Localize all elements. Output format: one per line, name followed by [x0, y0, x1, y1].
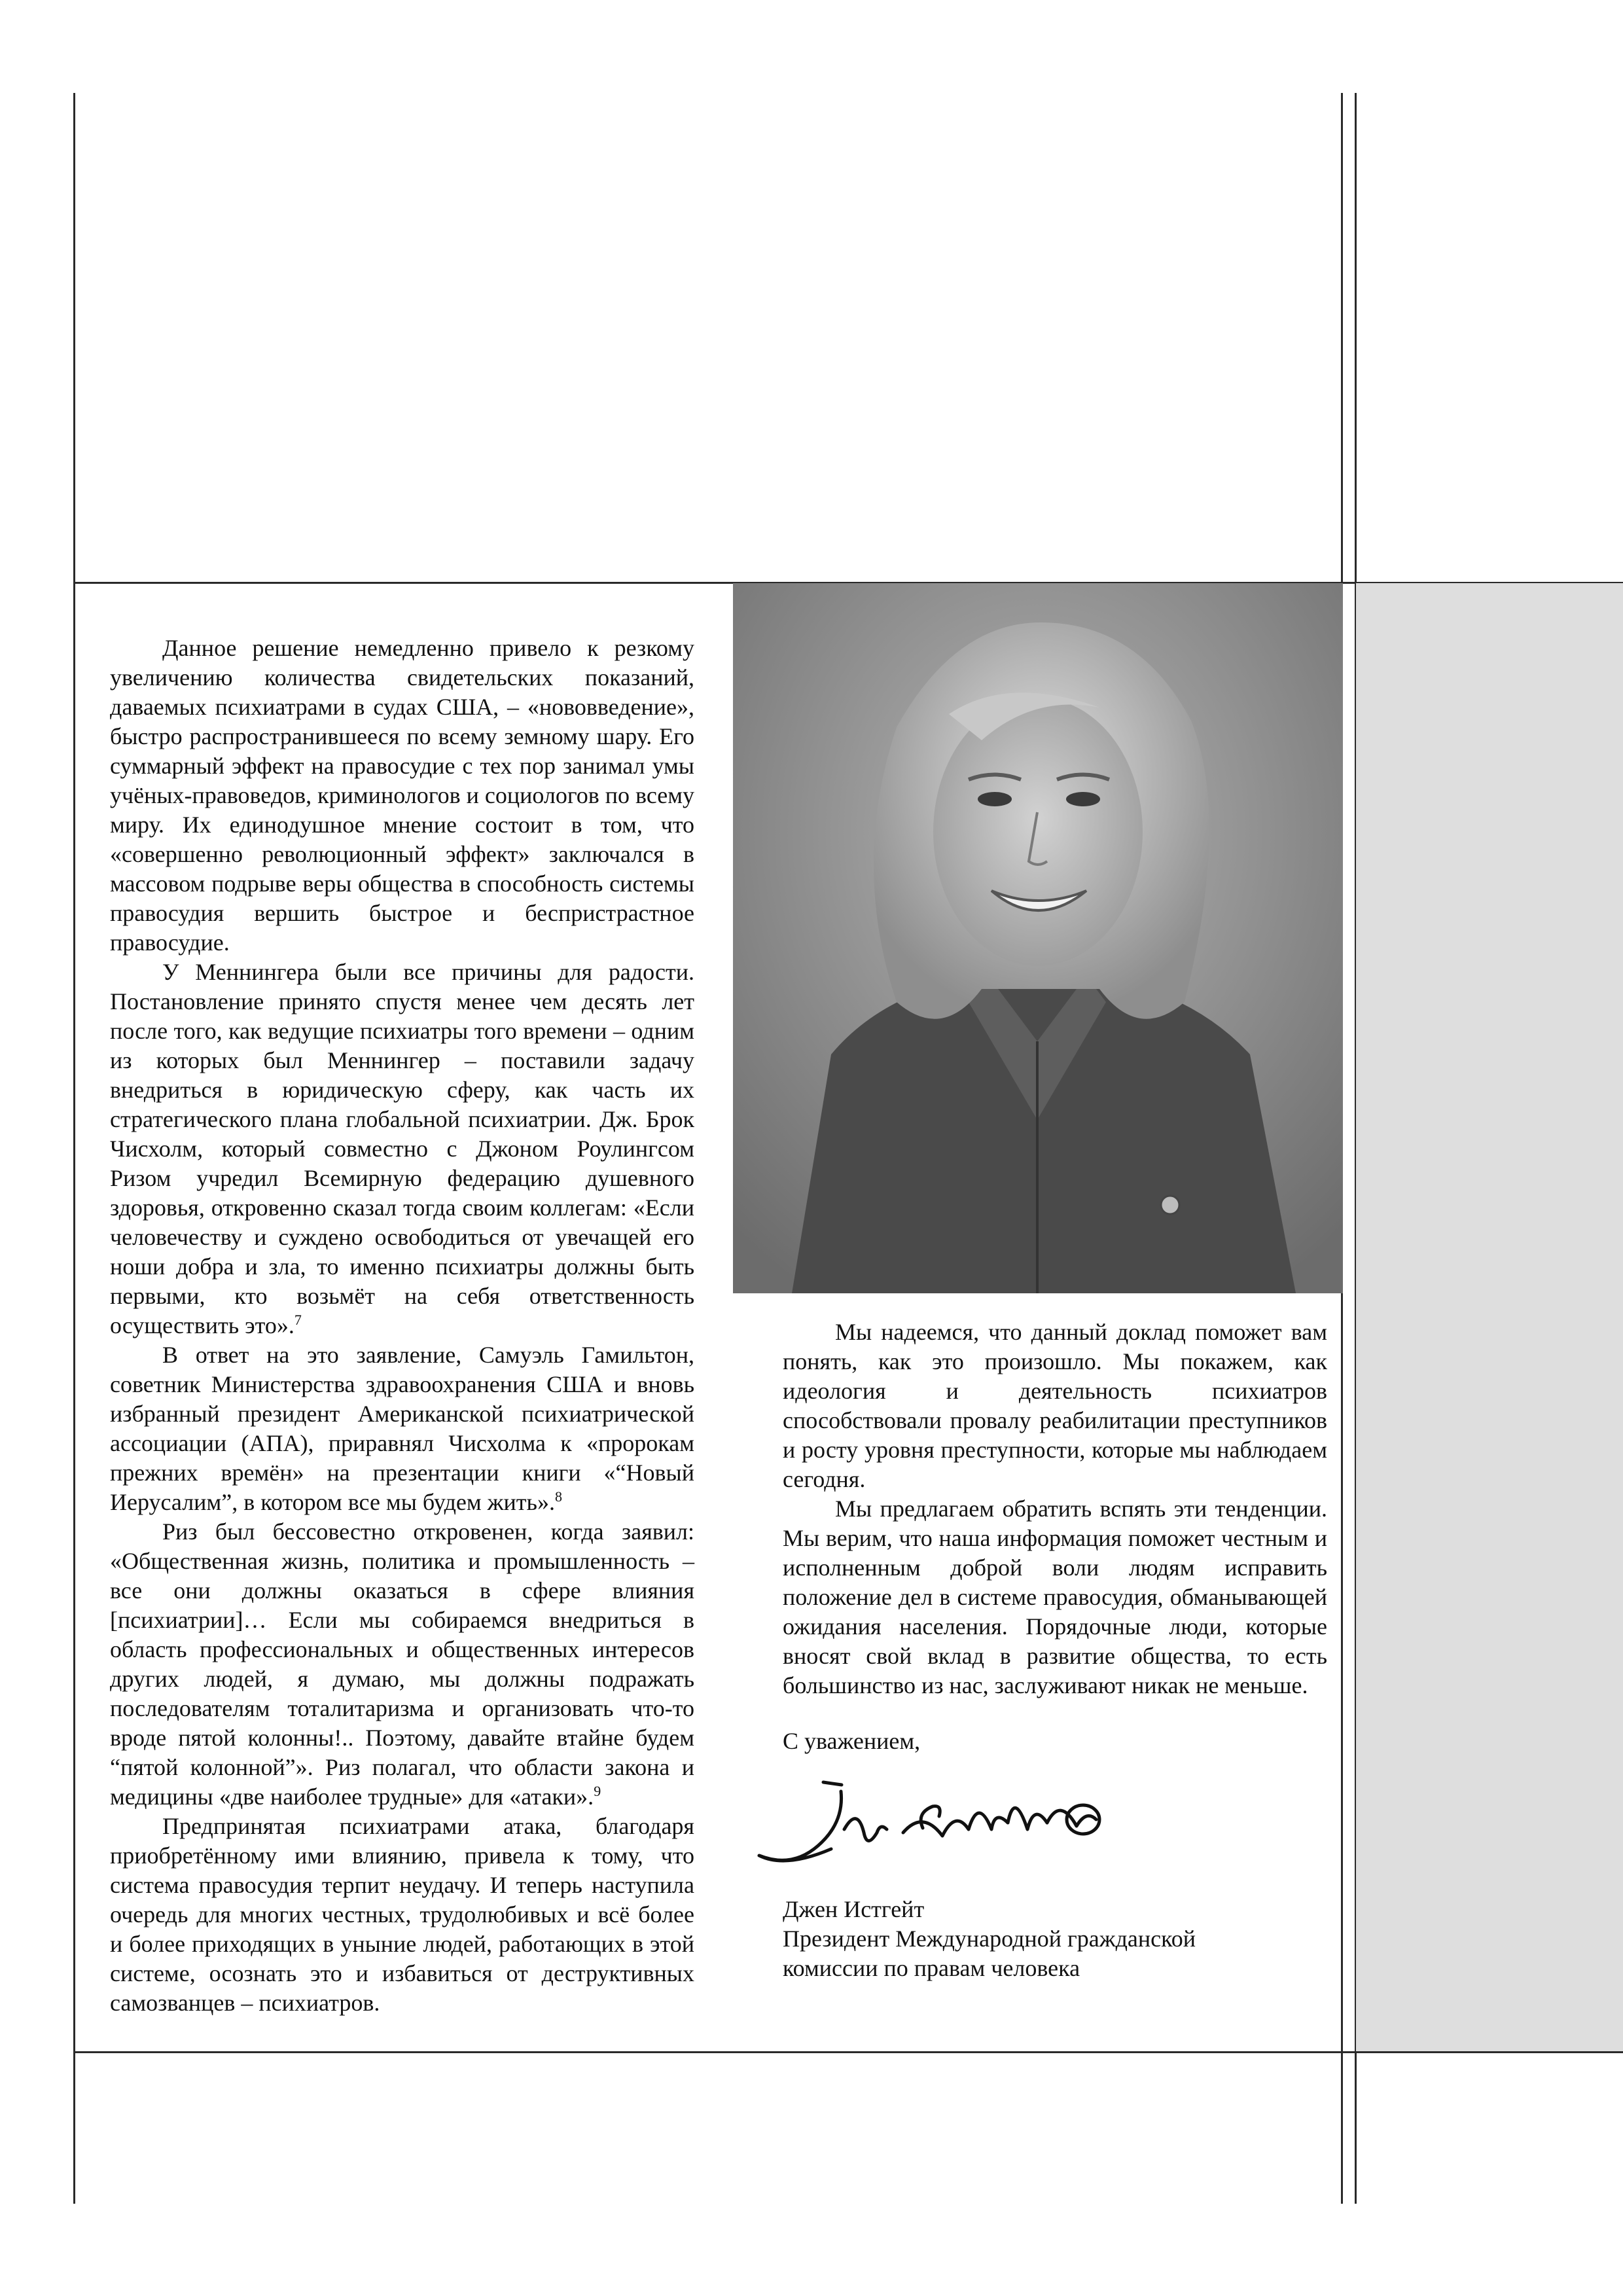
main-paragraph: У Меннингера были все причины для радости. Постановление принято спустя менее чем десять лет после того, как ведущие психиатры того времени – одним из которых был Меннингер – поставили задачу внедриться в юридическую сферу, как часть их стратегического плана глобальной психиатрии. Дж. Брок Чисхолм, который совместно с Джоном Роулингсом Ризом учредил Всемирную федерацию душевного здоровья, откровенно сказал тогда своим коллегам: «Если человечеству и суждено освободиться от увечащей его ноши добра и зла, то именно психиатры должны быть первыми, кто возьмёт на себя ответственность осуществить это».$^7$ — [110, 959, 694, 1338]
main-paragraph: Предпринятая психиатрами атака, благодаря приобретённому ими влиянию, привела к тому, что система правосудия терпит неудачу. И теперь наступила очередь для многих честных, трудолюбивых и всё более и более приходящих в уныние людей, работающих в этой системе, осознать это и избавиться от деструктивных самозванцев – психиатров. — [110, 1813, 694, 2016]
side-paragraph: Мы предлагаем обратить вспять эти тенденции. Мы верим, что наша информация поможет честным и исполненным доброй воли людям исправить положение дел в системе правосудия, обманывающей ожидания населения. Порядочные люди, которые вносят свой вклад в развитие общества, то есть большинство из нас, заслуживают никак не меньше. — [783, 1496, 1327, 1698]
sidebar-gray-panel — [1356, 583, 1623, 2051]
main-paragraph: Риз был бессовестно откровенен, когда заявил: «Общественная жизнь, политика и промышленность – все они должны оказаться в сфере влияния [психиатрии]… Если мы собираемся внедриться в область профессиональных и общественных интересов других людей, я думаю, мы должны подражать последователям тоталитаризма и организовать что-то вроде пятой колонны!.. Поэтому, давайте втайне будем “пятой колонной”». Риз полагал, что области закона и медицины «две наиболее трудные» для «атаки».$^9$ — [110, 1518, 694, 1810]
portrait-photo — [733, 583, 1343, 1293]
main-paragraph: Данное решение немедленно привело к резкому увеличению количества свидетельских показаний, даваемых психиатрами в судах США, – «нововведение», быстро распространившееся по всему земному шару. Его суммарный эффект на правосудие с тех пор занимал умы учёных-правоведов, криминологов и социологов по всему миру. Их единодушное мнение состоит в том, что «совершенно революционный эффект» заключался в массовом подрыве веры общества в способность системы правосудия вершить быстрое и беспристрастное правосудие. — [110, 635, 694, 956]
main-text-column — [110, 634, 694, 2018]
signatory-title-line-1: Президент Международной гражданской — [783, 1926, 1196, 1952]
footnote-marker: 8 — [554, 1488, 562, 1505]
side-text-column — [783, 1318, 1327, 1700]
signatory-title-line-2: комиссии по правам человека — [783, 1955, 1080, 1981]
side-paragraph: Мы надеемся, что данный доклад поможет вам понять, как это произошло. Мы покажем, как идеология и деятельность психиатров способствовали провалу реабилитации преступников и росту уровня преступности, которые мы наблюдаем сегодня. — [783, 1319, 1327, 1492]
footnote-marker: 7 — [294, 1312, 302, 1328]
footnote-marker: 9 — [594, 1783, 601, 1799]
salutation: С уважением, — [783, 1728, 921, 1754]
signatory-name: Джен Истгейт — [783, 1896, 925, 1922]
main-paragraph: В ответ на это заявление, Самуэль Гамильтон, советник Министерства здравоохранения США и вновь избранный президент Американской психиатрической ассоциации (АПА), приравнял Чисхолма к «пророкам прежних времён» на презентации книги «“Новый Иерусалим”, в котором все мы будем жить».$^8$ — [110, 1342, 694, 1515]
handwritten-signature — [746, 1770, 1126, 1882]
signatory-block — [783, 1895, 1196, 1983]
left-margin-rule — [73, 93, 75, 2204]
bottom-divider-rule — [73, 2051, 1623, 2053]
closing-block — [783, 1727, 920, 1756]
